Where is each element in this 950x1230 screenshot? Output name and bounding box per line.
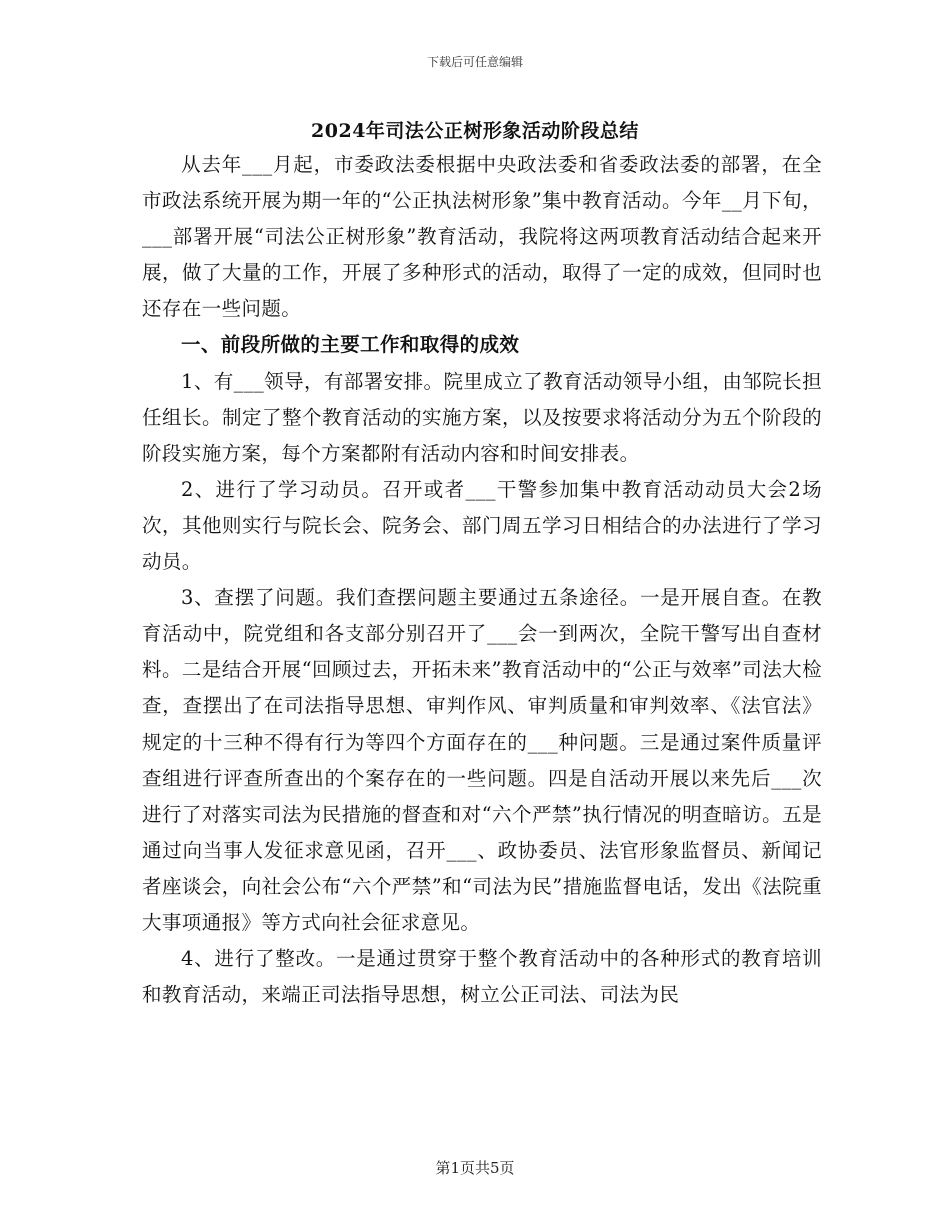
paragraph-item-2: 2、进行了学习动员。召开或者___干警参加集中教育活动动员大会2场次，其他则实行与院长会、院务会、部门周五学习日相结合的办法进行了学习动员。 [142, 477, 822, 574]
page-number: 第1页共5页 [435, 1159, 515, 1177]
paragraph-item-3: 3、查摆了问题。我们查摆问题主要通过五条途径。一是开展自查。在教育活动中，院党组和各支部分别召开了___会一到两次，全院干警写出自查材料。二是结合开展“回顾过去，开拓未来”教育活动中的“公正与效率”司法大检查，查摆出了在司法指导思想、审判作风、审判质量和审判效率、《法官法》规定的十三种不得有行为等四个方面存在的___种问题。三是通过案件质量评查组进行评查所查出的个案存在的一些问题。四是自活动开展以来先后___次进行了对落实司法为民措施的督查和对“六个严禁”执行情况的明查暗访。五是通过向当事人发征求意见函，召开___、政协委员、法官形象监督员、新闻记者座谈会，向社会公布“六个严禁”和“司法为民”措施监督电话，发出《法院重大事项通报》等方式向社会征求意见。 [142, 586, 822, 934]
section-heading: 一、前段所做的主要工作和取得的成效 [181, 333, 520, 357]
document-title: 2024年司法公正树形象活动阶段总结 [311, 120, 639, 142]
page-header: 下载后可任意编辑 [426, 55, 523, 69]
document-body [142, 147, 822, 1013]
paragraph-item-4: 4、进行了整改。一是通过贯穿于整个教育活动中的各种形式的教育培训和教育活动，来端正司法指导思想，树立公正司法、司法为民 [142, 947, 822, 1007]
paragraph-item-1: 1、有___领导，有部署安排。院里成立了教育活动领导小组，由邹院长担任组长。制定了整个教育活动的实施方案，以及按要求将活动分为五个阶段的阶段实施方案，每个方案都附有活动内容和时间安排表。 [142, 369, 822, 465]
intro-paragraph: 从去年___月起，市委政法委根据中央政法委和省委政法委的部署，在全市政法系统开展为期一年的“公正执法树形象”集中教育活动。今年__月下旬，___部署开展“司法公正树形象”教育活动，我院将这两项教育活动结合起来开展，做了大量的工作，开展了多种形式的活动，取得了一定的成效，但同时也还存在一些问题。 [142, 153, 822, 321]
